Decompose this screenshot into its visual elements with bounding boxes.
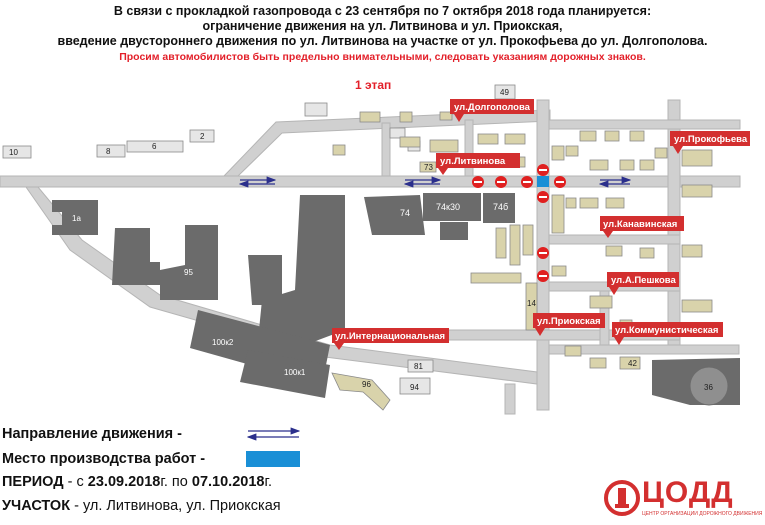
road-litvinova bbox=[0, 176, 740, 187]
svg-text:ул.Прокофьева: ул.Прокофьева bbox=[674, 134, 748, 145]
no-entry-sign-1 bbox=[472, 176, 484, 188]
svg-text:ул.А.Пешкова: ул.А.Пешкова bbox=[611, 275, 676, 286]
bldg-74: 74 bbox=[400, 208, 411, 218]
svg-text:ул.Интернациональная: ул.Интернациональная bbox=[335, 331, 446, 342]
bldg-8: 8 bbox=[106, 147, 111, 156]
legend-section: УЧАСТОК - ул. Литвинова, ул. Приокская bbox=[2, 498, 281, 514]
work-zone-marker bbox=[537, 176, 549, 187]
bldg-73: 73 bbox=[424, 163, 433, 172]
road-kanavinskaya bbox=[549, 235, 680, 244]
svg-text:ул.Приокская: ул.Приокская bbox=[537, 316, 601, 327]
road-inner-1 bbox=[382, 123, 390, 176]
bldg-74b: 74б bbox=[493, 202, 509, 212]
road-south bbox=[505, 384, 515, 414]
bldg-100k1: 100к1 bbox=[284, 368, 306, 377]
no-entry-sign-6 bbox=[537, 191, 549, 203]
no-entry-sign-7 bbox=[537, 247, 549, 259]
codd-emblem-icon bbox=[604, 478, 640, 518]
notice-line-2: ограничение движения на ул. Литвинова и ул. Приокская, bbox=[202, 19, 563, 33]
legend-direction: Направление движения - bbox=[2, 426, 182, 442]
traffic-map bbox=[0, 70, 765, 415]
bldg-42: 42 bbox=[628, 359, 637, 368]
street-label-litvinova bbox=[436, 153, 520, 175]
no-entry-sign-8 bbox=[537, 270, 549, 282]
notice-line-3: введение двустороннего движения по ул. Литвинова на участке от ул. Прокофьева до ул. Долгополова. bbox=[57, 34, 708, 48]
no-entry-sign-3 bbox=[521, 176, 533, 188]
svg-text:ул.Литвинова: ул.Литвинова bbox=[440, 156, 506, 167]
codd-logo bbox=[604, 476, 764, 522]
warning-line: Просим автомобилистов быть предельно внимательными, следовать указаниям дорожных знаков. bbox=[119, 51, 646, 63]
bldg-36: 36 bbox=[704, 383, 713, 392]
codd-logo-subtitle: ЦЕНТР ОРГАНИЗАЦИИ ДОРОЖНОГО ДВИЖЕНИЯ bbox=[642, 511, 763, 517]
bldg-49: 49 bbox=[500, 88, 509, 97]
no-entry-sign-5 bbox=[554, 176, 566, 188]
stage-label: 1 этап bbox=[355, 78, 392, 92]
legend-work-place: Место производства работ - bbox=[2, 451, 206, 467]
bldg-81: 81 bbox=[414, 362, 423, 371]
bldg-2: 2 bbox=[200, 132, 205, 141]
bldg-74k30: 74к30 bbox=[436, 202, 460, 212]
bldg-10: 10 bbox=[9, 148, 18, 157]
bldg-1a: 1а bbox=[72, 214, 81, 223]
bldg-94: 94 bbox=[410, 383, 419, 392]
svg-text:ул.Долгополова: ул.Долгополова bbox=[454, 102, 530, 113]
legend-direction-arrows bbox=[246, 427, 302, 441]
no-entry-sign-4 bbox=[537, 164, 549, 176]
street-label-internatsionalnaya bbox=[332, 328, 449, 350]
bldg-96: 96 bbox=[362, 380, 371, 389]
bldg-6: 6 bbox=[152, 142, 157, 151]
legend-work-zone-swatch bbox=[246, 451, 300, 467]
bldg-14: 14 bbox=[527, 299, 536, 308]
bldg-100k2: 100к2 bbox=[212, 338, 234, 347]
notice-line-1: В связи с прокладкой газопровода с 23 сентября по 7 октября 2018 года планируется: bbox=[113, 4, 652, 18]
road-upper-right bbox=[549, 120, 740, 129]
svg-text:ул.Канавинская: ул.Канавинская bbox=[603, 219, 678, 230]
svg-text:ул.Коммунистическая: ул.Коммунистическая bbox=[615, 325, 719, 336]
no-entry-sign-2 bbox=[495, 176, 507, 188]
legend-period: ПЕРИОД - с 23.09.2018г. по 07.10.2018г. bbox=[2, 474, 273, 490]
codd-logo-name: ЦОДД bbox=[642, 476, 734, 509]
bldg-95: 95 bbox=[184, 268, 193, 277]
